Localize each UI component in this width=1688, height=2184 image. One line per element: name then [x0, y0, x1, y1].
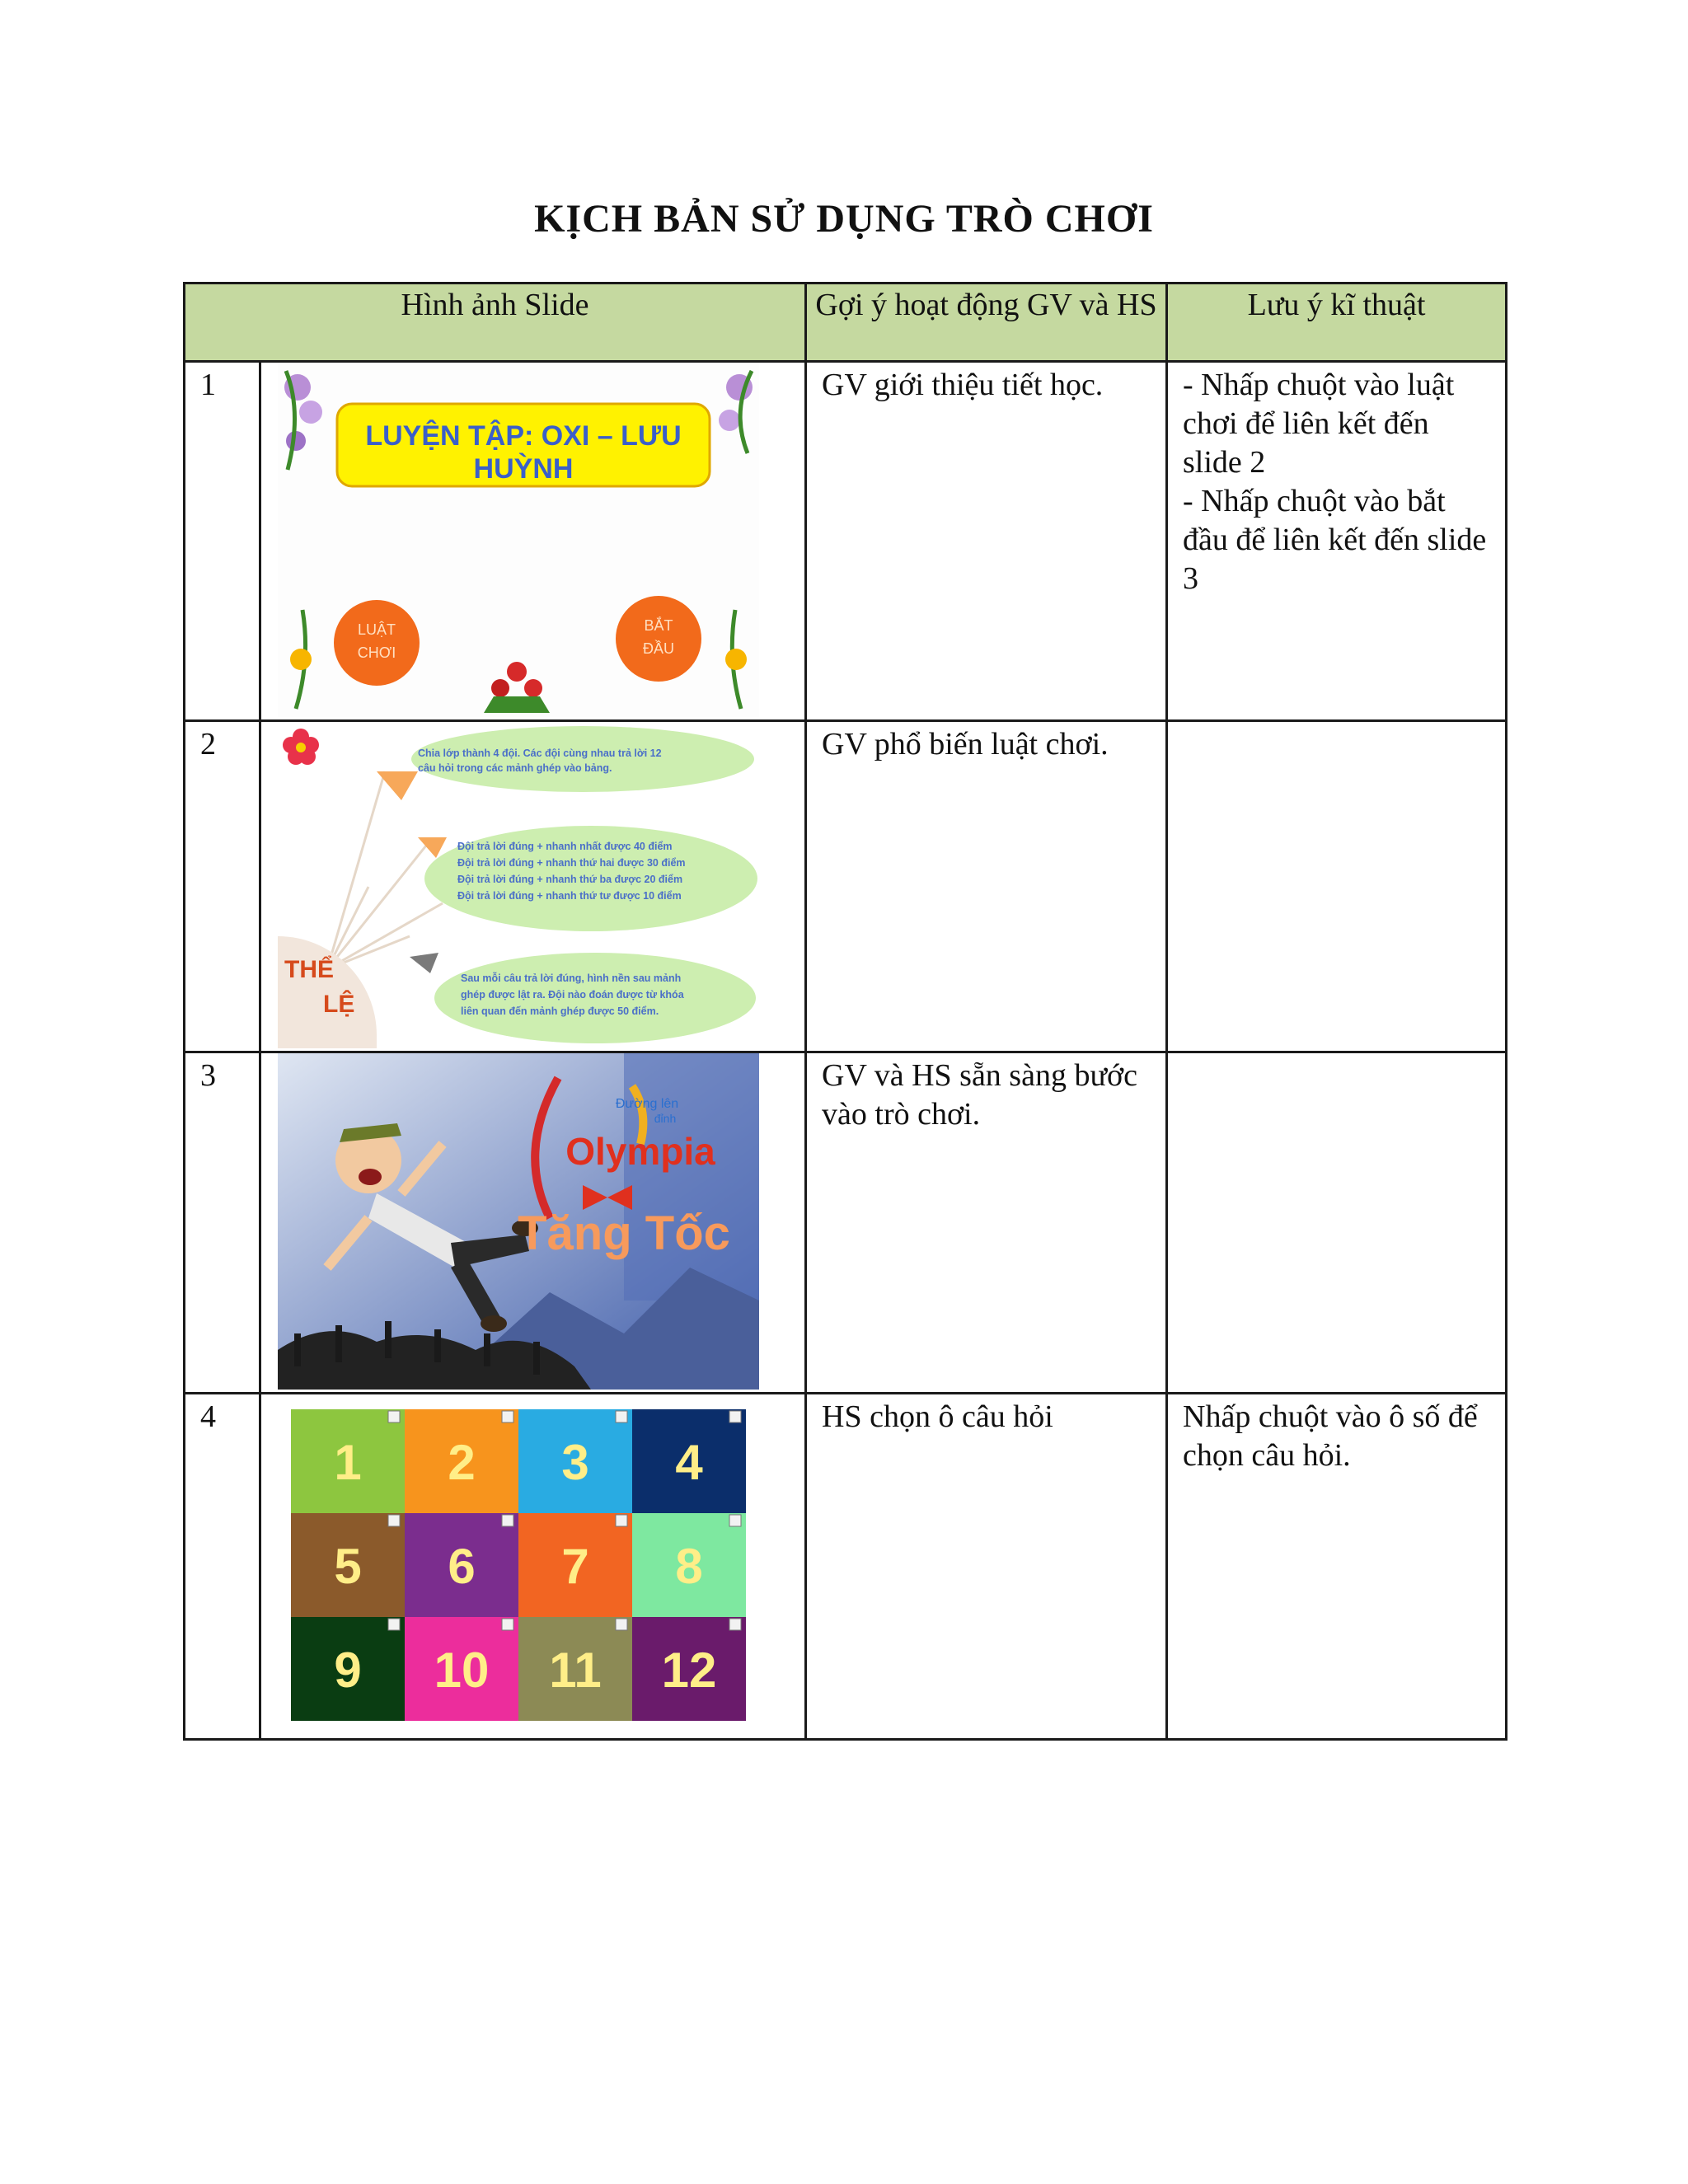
question-tile-1[interactable]: [291, 1409, 405, 1513]
svg-text:Sau mỗi câu trả lời đúng, hình: Sau mỗi câu trả lời đúng, hình nền sau mảnh ghép được lật ra. Đội nào đoán được từ khóa liên quan đến mảnh ghép được 50 điểm.: [461, 972, 684, 1017]
link-icon: [729, 1619, 741, 1630]
slide-image-cell: [260, 1394, 806, 1740]
tang-toc-text: Tăng Tốc: [518, 1207, 730, 1260]
activity-cell: GV phổ biến luật chơi.: [806, 721, 1167, 1052]
tile-number: 8: [675, 1539, 703, 1594]
slide-1-thumbnail: [278, 363, 759, 717]
slide-3-graphic: [278, 1053, 759, 1390]
table-header-row: [185, 284, 1507, 362]
banner-line-1: LUYỆN TẬP: OXI – LƯU: [365, 420, 682, 452]
tile-number: 2: [448, 1435, 476, 1490]
question-tile-12[interactable]: [632, 1617, 746, 1721]
slide-3-thumbnail: [278, 1053, 759, 1390]
svg-text:Chia lớp thành 4 đội. Các đội: Chia lớp thành 4 đội. Các đội cùng nhau trả lời 12 câu hỏi trong các mảnh ghép vào bảng.: [418, 748, 662, 774]
tile-number: 9: [334, 1643, 362, 1698]
link-icon: [729, 1515, 741, 1526]
header-activity: Gợi ý hoạt động GV và HS: [806, 284, 1167, 362]
svg-text:ĐẦU: ĐẦU: [642, 640, 675, 657]
activity-cell: GV giới thiệu tiết học.: [806, 362, 1167, 721]
technical-note-cell: [1167, 1052, 1507, 1394]
question-tile-8[interactable]: [632, 1513, 746, 1617]
svg-text:BẮT: BẮT: [644, 617, 673, 634]
link-icon: [502, 1515, 513, 1526]
table-row: [185, 1052, 1507, 1394]
row-number: 2: [185, 721, 260, 1052]
svg-text:Đường lên: Đường lên: [615, 1097, 679, 1111]
link-icon: [616, 1515, 627, 1526]
scenario-table: [183, 282, 1507, 1741]
slide-image-cell: [260, 721, 806, 1052]
row-number: 1: [185, 362, 260, 721]
svg-text:LUẬT: LUẬT: [357, 621, 396, 638]
tile-number: 12: [661, 1643, 717, 1698]
question-tile-10[interactable]: [405, 1617, 518, 1721]
link-icon: [729, 1411, 741, 1422]
link-icon: [388, 1619, 400, 1630]
note-line: - Nhấp chuột vào luật chơi để liên kết đến slide 2: [1183, 368, 1455, 480]
rules-side-word-1: THỂ: [284, 956, 334, 983]
link-icon: [616, 1411, 627, 1422]
slide-image-cell: [260, 362, 806, 721]
table-row: [185, 721, 1507, 1052]
link-icon: [502, 1619, 513, 1630]
banner-line-2: HUỲNH: [473, 453, 574, 485]
link-icon: [502, 1411, 513, 1422]
question-tile-6[interactable]: [405, 1513, 518, 1617]
svg-text:CHƠI: CHƠI: [357, 644, 396, 661]
row-number: 3: [185, 1052, 260, 1394]
technical-note-cell: [1167, 1394, 1507, 1740]
table-row: [185, 1394, 1507, 1740]
rule-bubble-1: [411, 726, 754, 792]
technical-note-cell: [1167, 362, 1507, 721]
svg-text:đỉnh: đỉnh: [654, 1112, 677, 1125]
note-line: - Nhấp chuột vào bắt đầu để liên kết đến slide 3: [1183, 484, 1487, 596]
row-number: 4: [185, 1394, 260, 1740]
rules-button[interactable]: [334, 600, 420, 686]
start-button[interactable]: [616, 596, 701, 682]
question-tile-7[interactable]: [518, 1513, 632, 1617]
rules-side-word-2: LỆ: [323, 991, 355, 1018]
tile-number: 11: [549, 1643, 602, 1698]
question-tile-2[interactable]: [405, 1409, 518, 1513]
svg-text:Đội trả lời đúng + nhanh nhất: Đội trả lời đúng + nhanh nhất được 40 điểm Đội trả lời đúng + nhanh thứ hai được 30 điểm Đội trả lời đúng + nhanh thứ ba được 20 điểm Đội trả lời đúng + nhanh thứ tư được 10 điểm: [457, 841, 686, 902]
olympia-logo-text: Olympia: [565, 1130, 715, 1173]
question-tile-9[interactable]: [291, 1617, 405, 1721]
technical-note-cell: [1167, 721, 1507, 1052]
tile-number: 5: [334, 1539, 362, 1594]
question-tile-3[interactable]: [518, 1409, 632, 1513]
header-slide-image: Hình ảnh Slide: [185, 284, 806, 362]
tile-number: 1: [334, 1435, 362, 1490]
slide-1-graphic: [278, 363, 759, 717]
question-tile-5[interactable]: [291, 1513, 405, 1617]
activity-cell: HS chọn ô câu hỏi: [806, 1394, 1167, 1740]
tile-number: 7: [561, 1539, 589, 1594]
link-icon: [388, 1515, 400, 1526]
note-line: Nhấp chuột vào ô số để chọn câu hỏi.: [1183, 1399, 1478, 1473]
slide-2-thumbnail: [278, 722, 759, 1048]
slide-4-graphic: [278, 1394, 759, 1736]
slide-image-cell: [260, 1052, 806, 1394]
header-technical-note: Lưu ý kĩ thuật: [1167, 284, 1507, 362]
slide-4-thumbnail: [278, 1394, 759, 1736]
question-tile-11[interactable]: [518, 1617, 632, 1721]
link-icon: [616, 1619, 627, 1630]
tile-number: 3: [561, 1435, 589, 1490]
tile-number: 6: [448, 1539, 476, 1594]
question-tile-4[interactable]: [632, 1409, 746, 1513]
page-title: KỊCH BẢN SỬ DỤNG TRÒ CHƠI: [534, 197, 1154, 241]
table-row: [185, 362, 1507, 721]
activity-cell: GV và HS sẵn sàng bước vào trò chơi.: [806, 1052, 1167, 1394]
tile-number: 4: [675, 1435, 703, 1490]
tile-number: 10: [434, 1643, 490, 1698]
slide-2-graphic: [278, 722, 759, 1048]
link-icon: [388, 1411, 400, 1422]
